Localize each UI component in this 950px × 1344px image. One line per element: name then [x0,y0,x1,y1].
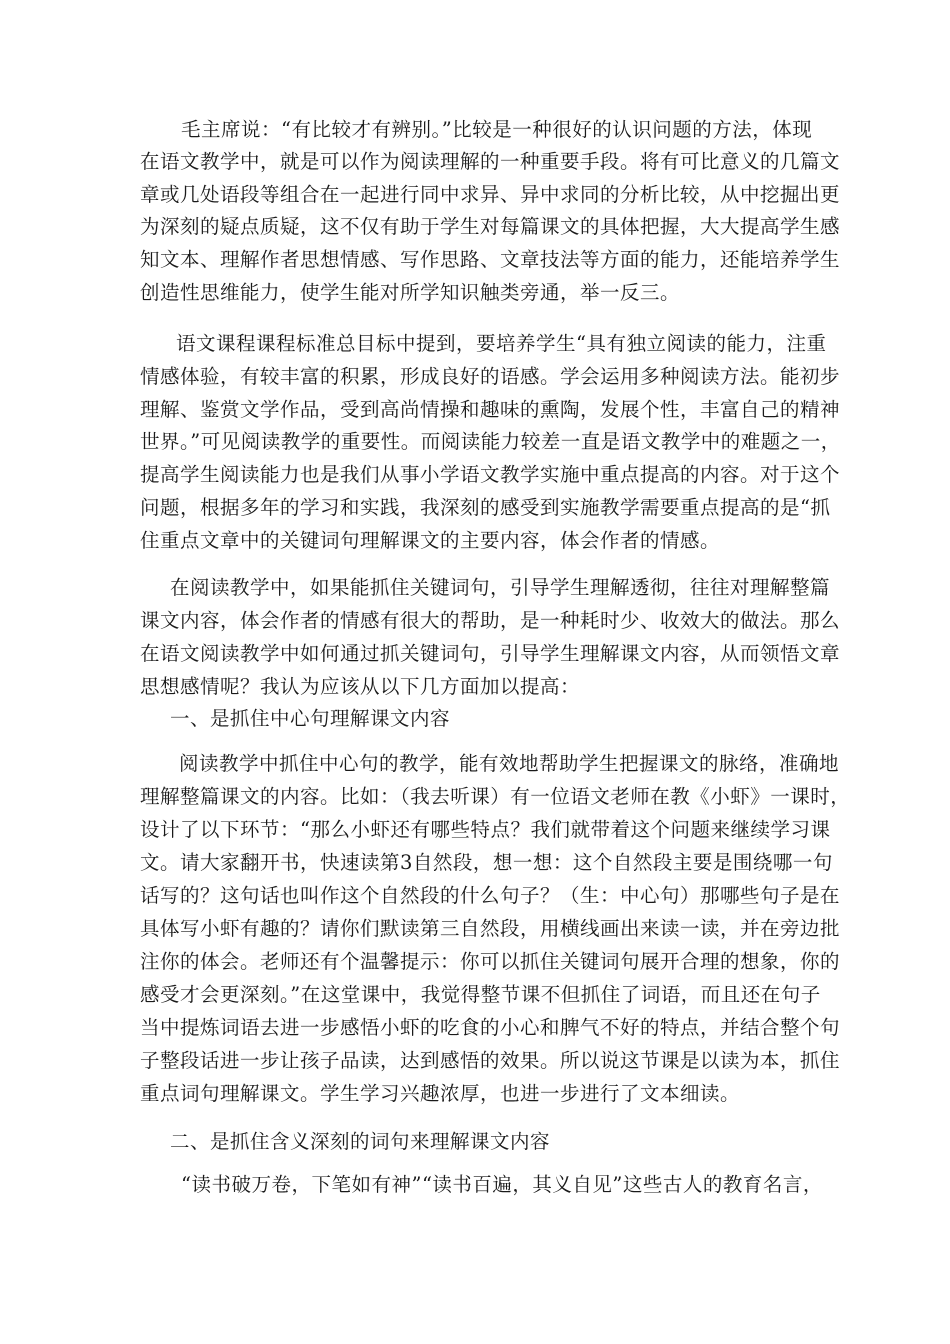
paragraph-line: 当中提炼词语去进一步感悟小虾的吃食的小心和脾气不好的特点，并结合整个句 [140,1016,841,1039]
paragraph-line: 设计了以下环节：“那么小虾还有哪些特点？我们就带着这个问题来继续学习课 [140,818,831,841]
paragraph-line: 理解整篇课文的内容。比如：（我去听课）有一位语文老师在教《小虾》一课时， [140,785,851,808]
section-heading: 一、是抓住中心句理解课文内容 [170,707,451,730]
paragraph-line: 文。请大家翻开书，快速读第3自然段，想一想：这个自然段主要是围绕哪一句 [140,851,833,874]
paragraph-line: 章或几处语段等组合在一起进行同中求异、异中求同的分析比较，从中挖掘出更 [140,183,841,206]
paragraph-line: 课文内容，体会作者的情感有很大的帮助，是一种耗时少、收效大的做法。那么 [140,609,841,632]
paragraph-line: 住重点文章中的关键词句理解课文的主要内容，体会作者的情感。 [140,529,721,552]
paragraph-line: 阅读教学中抓住中心句的教学，能有效地帮助学生把握课文的脉络，准确地 [179,752,840,775]
paragraph-line: 子整段话进一步让孩子品读，达到感悟的效果。所以说这节课是以读为本，抓住 [140,1049,841,1072]
paragraph-line: 重点词句理解课文。学生学习兴趣浓厚，也进一步进行了文本细读。 [140,1082,741,1105]
paragraph-line: 提高学生阅读能力也是我们从事小学语文教学实施中重点提高的内容。对于这个 [140,463,841,486]
paragraph-line: “读书破万卷，下笔如有神”“读书百遍，其义自见”这些古人的教育名言， [181,1173,823,1196]
section-heading: 二、是抓住含义深刻的词句来理解课文内容 [170,1130,551,1153]
paragraph-line: 创造性思维能力，使学生能对所学知识触类旁通，举一反三。 [140,281,681,304]
paragraph-line: 语文课程课程标准总目标中提到，要培养学生“具有独立阅读的能力，注重 [176,332,827,355]
paragraph-line: 思想感情呢？我认为应该从以下几方面加以提高： [140,675,581,698]
paragraph-line: 感受才会更深刻。”在这堂课中，我觉得整节课不但抓住了词语，而且还在句子 [140,983,821,1006]
paragraph-line: 在阅读教学中，如果能抓住关键词句，引导学生理解透彻，往往对理解整篇 [170,576,831,599]
paragraph-line: 具体写小虾有趣的？请你们默读第三自然段，用横线画出来读一读，并在旁边批 [140,917,841,940]
paragraph-line: 话写的？这句话也叫作这个自然段的什么句子？（生：中心句）那哪些句子是在 [140,884,841,907]
paragraph-line: 情感体验，有较丰富的积累，形成良好的语感。学会运用多种阅读方法。能初步 [140,365,841,388]
paragraph-line: 问题，根据多年的学习和实践，我深刻的感受到实施教学需要重点提高的是“抓 [140,496,831,519]
paragraph-line: 毛主席说：“有比较才有辨别。”比较是一种很好的认识问题的方法，体现 [181,118,813,141]
paragraph-line: 在语文教学中，就是可以作为阅读理解的一种重要手段。将有可比意义的几篇文 [140,150,841,173]
paragraph-line: 在语文阅读教学中如何通过抓关键词句，引导学生理解课文内容，从而领悟文章 [140,642,841,665]
paragraph-line: 为深刻的疑点质疑，这不仅有助于学生对每篇课文的具体把握，大大提高学生感 [140,215,841,238]
paragraph-line: 知文本、理解作者思想情感、写作思路、文章技法等方面的能力，还能培养学生 [140,248,841,271]
paragraph-line: 理解、鉴赏文学作品，受到高尚情操和趣味的熏陶，发展个性，丰富自己的精神 [140,398,841,421]
paragraph-line: 世界。”可见阅读教学的重要性。而阅读能力较差一直是语文教学中的难题之一， [140,430,841,453]
paragraph-line: 注你的体会。老师还有个温馨提示：你可以抓住关键词句展开合理的想象，你的 [140,950,841,973]
